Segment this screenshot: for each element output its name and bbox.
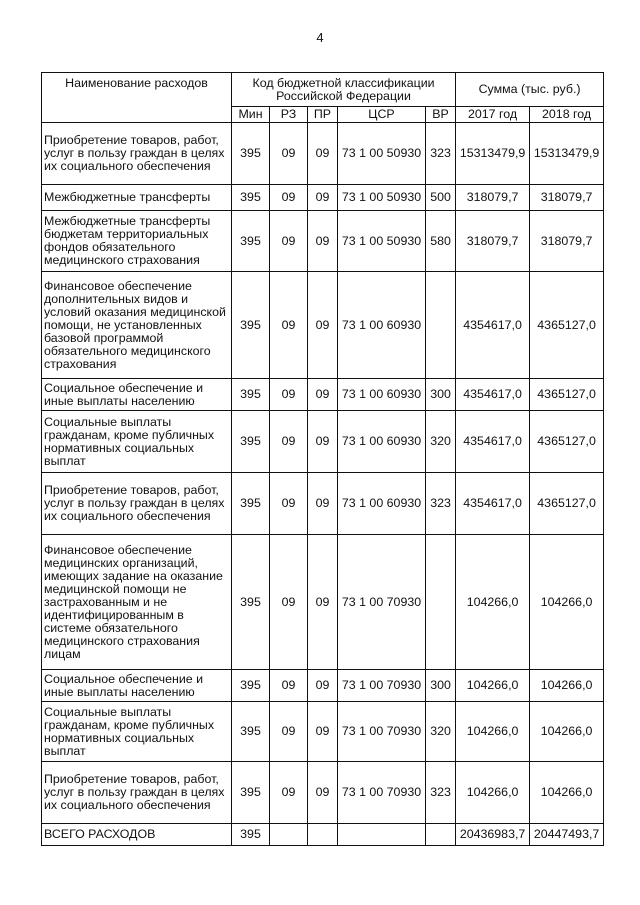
row-2017: 104266,0: [456, 702, 530, 762]
row-min: 395: [232, 272, 270, 379]
row-2017: 4354617,0: [456, 379, 530, 411]
row-csr: 73 1 00 70930: [338, 670, 426, 702]
row-2018: 104266,0: [530, 670, 604, 702]
total-vr: [426, 824, 456, 846]
row-pr: 09: [308, 211, 338, 272]
table-row: [42, 670, 604, 702]
row-vr: 500: [426, 185, 456, 211]
total-row: [42, 824, 604, 846]
row-rz: 09: [270, 411, 308, 473]
header-sum-group: Сумма (тыс. руб.): [456, 73, 604, 107]
total-csr: [338, 824, 426, 846]
row-2017: 104266,0: [456, 535, 530, 670]
row-min: 395: [232, 211, 270, 272]
row-2018: 4365127,0: [530, 411, 604, 473]
row-csr: 73 1 00 50930: [338, 211, 426, 272]
total-2017: 20436983,7: [456, 824, 530, 846]
row-name: Приобретение товаров, работ, услуг в пользу граждан в целях их социального обеспечения: [42, 762, 232, 824]
row-vr: 320: [426, 411, 456, 473]
header-csr: ЦСР: [338, 107, 426, 123]
row-rz: 09: [270, 185, 308, 211]
row-2018: 4365127,0: [530, 272, 604, 379]
row-min: 395: [232, 379, 270, 411]
row-min: 395: [232, 123, 270, 185]
row-name: Социальные выплаты гражданам, кроме публичных нормативных социальных выплат: [42, 702, 232, 762]
row-pr: 09: [308, 762, 338, 824]
row-2018: 318079,7: [530, 185, 604, 211]
row-pr: 09: [308, 379, 338, 411]
row-rz: 09: [270, 702, 308, 762]
row-rz: 09: [270, 379, 308, 411]
row-name: Социальное обеспечение и иные выплаты населению: [42, 379, 232, 411]
table-row: [42, 211, 604, 272]
row-2017: 4354617,0: [456, 473, 530, 535]
row-rz: 09: [270, 123, 308, 185]
row-2017: 104266,0: [456, 762, 530, 824]
table-row: [42, 535, 604, 670]
row-2017: 104266,0: [456, 670, 530, 702]
row-name: Межбюджетные трансферты: [42, 185, 232, 211]
row-name: Финансовое обеспечение медицинских организаций, имеющих задание на оказание медицинской помощи не застрахованным и не идентифицированным в системе обязательного медицинского страхования лицам: [42, 535, 232, 670]
header-pr: ПР: [308, 107, 338, 123]
row-2017: 4354617,0: [456, 411, 530, 473]
row-name: Социальные выплаты гражданам, кроме публичных нормативных социальных выплат: [42, 411, 232, 473]
expenses-table: [41, 72, 604, 846]
row-vr: 300: [426, 670, 456, 702]
row-pr: 09: [308, 702, 338, 762]
total-pr: [308, 824, 338, 846]
row-min: 395: [232, 411, 270, 473]
table-row: [42, 272, 604, 379]
page-number: 4: [316, 30, 324, 45]
row-pr: 09: [308, 535, 338, 670]
row-2018: 104266,0: [530, 702, 604, 762]
total-2018: 20447493,7: [530, 824, 604, 846]
row-min: 395: [232, 473, 270, 535]
row-2018: 318079,7: [530, 211, 604, 272]
row-2017: 15313479,9: [456, 123, 530, 185]
row-name: Приобретение товаров, работ, услуг в пользу граждан в целях их социального обеспечения: [42, 473, 232, 535]
row-vr: 323: [426, 473, 456, 535]
row-name: Приобретение товаров, работ, услуг в пользу граждан в целях их социального обеспечения: [42, 123, 232, 185]
row-csr: 73 1 00 50930: [338, 123, 426, 185]
row-rz: 09: [270, 272, 308, 379]
row-2018: 15313479,9: [530, 123, 604, 185]
row-name: Межбюджетные трансферты бюджетам территориальных фондов обязательного медицинского страхования: [42, 211, 232, 272]
table-row: [42, 702, 604, 762]
row-csr: 73 1 00 60930: [338, 379, 426, 411]
row-2018: 104266,0: [530, 535, 604, 670]
row-pr: 09: [308, 411, 338, 473]
row-rz: 09: [270, 473, 308, 535]
row-min: 395: [232, 670, 270, 702]
row-name: Социальное обеспечение и иные выплаты населению: [42, 670, 232, 702]
table-row: [42, 379, 604, 411]
row-csr: 73 1 00 70930: [338, 535, 426, 670]
row-vr: [426, 272, 456, 379]
row-csr: 73 1 00 60930: [338, 473, 426, 535]
row-pr: 09: [308, 123, 338, 185]
row-csr: 73 1 00 70930: [338, 702, 426, 762]
row-pr: 09: [308, 185, 338, 211]
row-rz: 09: [270, 670, 308, 702]
row-2018: 4365127,0: [530, 379, 604, 411]
header-min: Мин: [232, 107, 270, 123]
row-min: 395: [232, 185, 270, 211]
row-min: 395: [232, 535, 270, 670]
row-pr: 09: [308, 473, 338, 535]
table-row: [42, 123, 604, 185]
table-row: [42, 411, 604, 473]
header-2018: 2018 год: [530, 107, 604, 123]
row-vr: [426, 535, 456, 670]
table-row: [42, 473, 604, 535]
row-pr: 09: [308, 670, 338, 702]
row-csr: 73 1 00 60930: [338, 411, 426, 473]
total-min: 395: [232, 824, 270, 846]
header-2017: 2017 год: [456, 107, 530, 123]
row-vr: 323: [426, 123, 456, 185]
header-rz: РЗ: [270, 107, 308, 123]
header-code-group: Код бюджетной классификации Российской Федерации: [232, 73, 456, 107]
row-rz: 09: [270, 535, 308, 670]
row-2017: 318079,7: [456, 211, 530, 272]
row-vr: 323: [426, 762, 456, 824]
row-2017: 318079,7: [456, 185, 530, 211]
table-row: [42, 762, 604, 824]
row-rz: 09: [270, 211, 308, 272]
row-csr: 73 1 00 60930: [338, 272, 426, 379]
row-csr: 73 1 00 70930: [338, 762, 426, 824]
row-min: 395: [232, 702, 270, 762]
header-vr: ВР: [426, 107, 456, 123]
total-name: ВСЕГО РАСХОДОВ: [42, 824, 232, 846]
row-csr: 73 1 00 50930: [338, 185, 426, 211]
row-2018: 4365127,0: [530, 473, 604, 535]
total-rz: [270, 824, 308, 846]
table-row: [42, 185, 604, 211]
row-vr: 320: [426, 702, 456, 762]
row-vr: 300: [426, 379, 456, 411]
row-vr: 580: [426, 211, 456, 272]
row-min: 395: [232, 762, 270, 824]
row-pr: 09: [308, 272, 338, 379]
header-name: Наименование расходов: [42, 73, 232, 123]
row-name: Финансовое обеспечение дополнительных видов и условий оказания медицинской помощи, не установленных базовой программой обязательного медицинского страхования: [42, 272, 232, 379]
row-rz: 09: [270, 762, 308, 824]
row-2017: 4354617,0: [456, 272, 530, 379]
row-2018: 104266,0: [530, 762, 604, 824]
